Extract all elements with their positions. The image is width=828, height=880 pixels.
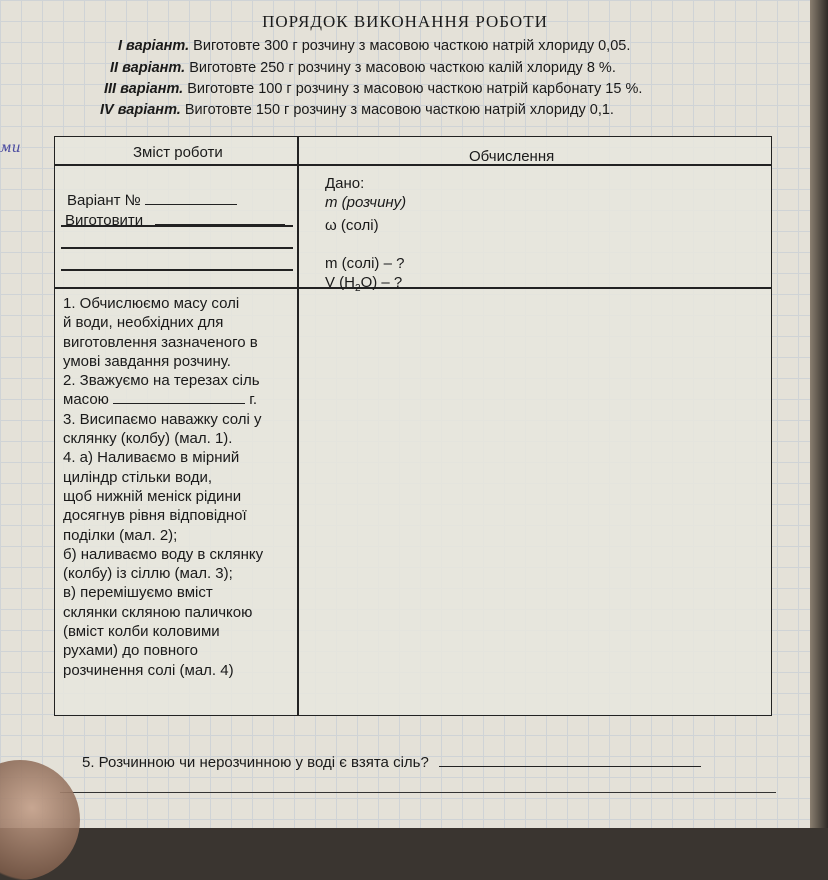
step-line: досягнув рівня відповідної — [63, 507, 247, 525]
book-edge — [810, 0, 828, 828]
step-line: 2. Зважуємо на терезах сіль — [63, 372, 260, 390]
question-5-answer-blank[interactable] — [439, 754, 701, 767]
handwritten-note: ми — [0, 140, 21, 156]
given-solution-mass: m (розчину) — [325, 194, 407, 211]
procedure-steps — [63, 294, 263, 680]
variant-4-label: IV варіант. — [100, 102, 181, 118]
table-column-divider — [297, 137, 299, 715]
variant-4 — [100, 102, 614, 118]
variant-2-text: Виготовте 250 г розчину з масовою часткою калій хлориду 8 %. — [189, 60, 616, 76]
given-label: Дано: — [325, 175, 365, 192]
step-line: поділки (мал. 2); — [63, 526, 178, 544]
prepare-label: Виготовити — [65, 212, 285, 229]
page-title: ПОРЯДОК ВИКОНАННЯ РОБОТИ — [262, 12, 548, 31]
step-line: 1. Обчислюємо масу солі — [63, 295, 240, 312]
variant-2-label: II варіант. — [110, 60, 186, 76]
step-line: розчинення солі (мал. 4) — [63, 661, 234, 679]
variant-1-text: Виготовте 300 г розчину з масовою часткою натрій хлориду 0,05. — [193, 38, 631, 54]
step-line-mass: масою г. — [63, 391, 258, 409]
step-line: б) наливаємо воду в склянку — [63, 545, 264, 563]
step-line: 3. Висипаємо наважку солі у — [63, 410, 262, 428]
step-line: склянки скляною паличкою — [63, 603, 253, 621]
step-line: в) перемішуємо вміст — [63, 584, 213, 602]
step-line: рухами) до повного — [63, 642, 199, 660]
header-work-content: Зміст роботи — [133, 144, 223, 161]
answer-line[interactable] — [60, 792, 776, 793]
variant-4-text: Виготовте 150 г розчину з масовою часткою натрій хлориду 0,1. — [184, 102, 614, 118]
header-calculations: Обчислення — [469, 148, 555, 165]
step-line: (вміст колби коловими — [63, 623, 220, 641]
blank-line-3 — [61, 269, 293, 271]
step-line: (колбу) із сіллю (мал. 3); — [63, 565, 233, 583]
question-5: 5. Розчинною чи нерозчинною у воді є взята сіль? — [82, 754, 701, 771]
variant-3-label: III варіант. — [104, 81, 184, 97]
table-header-divider — [55, 164, 771, 166]
variant-1-label: I варіант. — [118, 38, 190, 54]
find-salt-mass: m (солі) – ? — [325, 255, 405, 272]
salt-mass-blank[interactable] — [113, 391, 245, 404]
prepare-blank[interactable] — [155, 212, 285, 225]
step-line: й води, необхідних для — [63, 314, 224, 332]
table-section-divider — [55, 287, 771, 289]
work-table — [54, 136, 772, 716]
variant-2 — [110, 60, 616, 76]
variant-number-blank[interactable] — [145, 192, 237, 205]
find-water-volume: V $(H_2O)$ – ? — [325, 274, 403, 294]
step-line: склянку (колбу) (мал. 1). — [63, 430, 233, 448]
variant-number-label: Варіант № — [67, 192, 237, 209]
step-line: виготовлення зазначеного в — [63, 333, 258, 351]
step-line: умові завдання розчину. — [63, 352, 231, 370]
step-line: 4. а) Наливаємо в мірний — [63, 449, 240, 467]
variant-1 — [118, 38, 630, 54]
step-line: щоб нижній меніск рідини — [63, 487, 242, 505]
variant-3 — [104, 81, 642, 97]
given-salt-fraction: ω (солі) — [325, 217, 379, 234]
blank-line-2 — [61, 247, 293, 249]
variant-3-text: Виготовте 100 г розчину з масовою часткою натрій карбонату 15 %. — [187, 81, 643, 97]
step-line: циліндр стільки води, — [63, 468, 213, 486]
